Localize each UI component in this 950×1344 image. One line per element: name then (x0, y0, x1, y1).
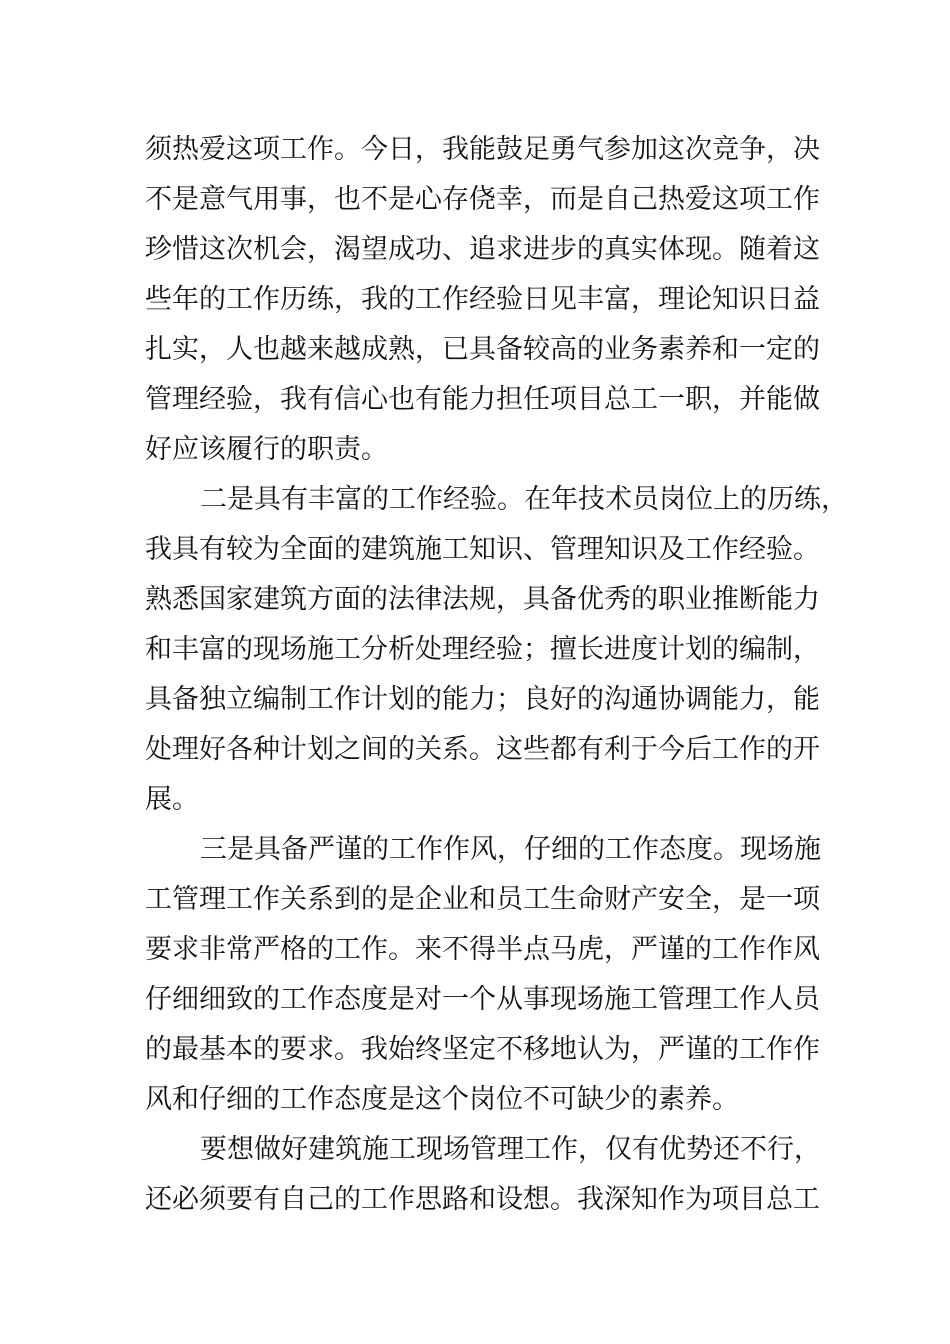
text-line: 管理经验，我有信心也有能力担任项目总工一职，并能做 (145, 384, 820, 415)
text-line: 扎实，人也越来越成熟，已具备较高的业务素养和一定的 (145, 334, 820, 365)
text-line: 珍惜这次机会，渴望成功、追求进步的真实体现。随着这 (145, 234, 820, 265)
text-line: 不是意气用事，也不是心存侥幸，而是自己热爱这项工作 (145, 184, 820, 215)
text-line: 些年的工作历练，我的工作经验日见丰富，理论知识日益 (145, 284, 820, 315)
paragraph-first-line: 三是具备严谨的工作作风，仔细的工作态度。现场施 (200, 834, 821, 865)
text-line: 要求非常严格的工作。来不得半点马虎，严谨的工作作风 (145, 934, 820, 965)
text-line: 和丰富的现场施工分析处理经验；擅长进度计划的编制， (145, 634, 820, 665)
document-body (145, 125, 848, 1225)
paragraph-first-line: 要想做好建筑施工现场管理工作，仅有优势还不行， (200, 1134, 821, 1165)
text-line: 我具有较为全面的建筑施工知识、管理知识及工作经验。 (145, 534, 820, 565)
text-line: 熟悉国家建筑方面的法律法规，具备优秀的职业推断能力 (145, 584, 820, 615)
text-line: 风和仔细的工作态度是这个岗位不可缺少的素养。 (145, 1084, 739, 1115)
paragraph-first-line: 二是具有丰富的工作经验。在年技术员岗位上的历练， (200, 484, 848, 515)
text-line: 仔细细致的工作态度是对一个从事现场施工管理工作人员 (145, 984, 820, 1015)
text-line: 须热爱这项工作。今日，我能鼓足勇气参加这次竞争，决 (145, 134, 820, 165)
text-line: 展。 (145, 784, 199, 815)
text-line: 具备独立编制工作计划的能力；良好的沟通协调能力，能 (145, 684, 820, 715)
text-line: 还必须要有自己的工作思路和设想。我深知作为项目总工 (145, 1184, 820, 1215)
text-line: 处理好各种计划之间的关系。这些都有利于今后工作的开 (145, 734, 820, 765)
text-line: 工管理工作关系到的是企业和员工生命财产安全，是一项 (145, 884, 820, 915)
text-line: 好应该履行的职责。 (145, 434, 388, 465)
text-line: 的最基本的要求。我始终坚定不移地认为，严谨的工作作 (145, 1034, 820, 1065)
